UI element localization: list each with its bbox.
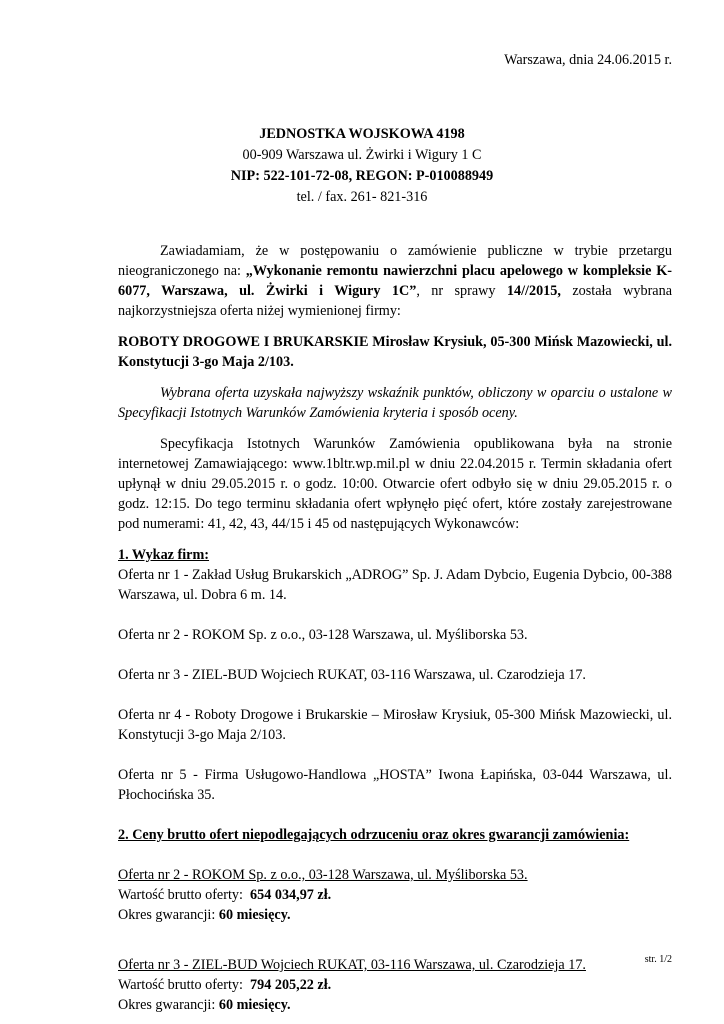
priced-offer-warranty-row [118, 905, 672, 925]
intro-text-2: , nr sprawy [416, 283, 507, 299]
intro-text-1: Zawiadamiam, że w postępowaniu o zamówienie publiczne w trybie przetargu nieograniczonego na: [118, 243, 672, 279]
date-line: Warszawa, dnia 24.06.2015 r. [504, 52, 672, 68]
priced-offer-title: Oferta nr 2 - ROKOM Sp. z o.o., 03-128 Warszawa, ul. Myśliborska 53. [118, 867, 528, 883]
warranty-label: Okres gwarancji: [118, 997, 216, 1013]
case-number: 14//2015, [506, 283, 561, 299]
offer-item: Oferta nr 2 - ROKOM Sp. z o.o., 03-128 Warszawa, ul. Myśliborska 53. [118, 627, 528, 643]
price-value: 654 034,97 zł. [250, 887, 332, 903]
spec-paragraph: Specyfikacja Istotnych Warunków Zamówienia opublikowana była na stronie internetowej Zamawiającego: www.1bltr.wp.mil.pl w dniu 22.04.2015 r. Termin składania ofert upłynął w dniu 29.05.2015 r. o godz. 10:00. Otwarcie ofert odbyło się w dniu 29.05.2015 r. o godz. 12:15. Do tego terminu składania ofert wpłynęło pięć ofert, które zostały zarejestrowane pod numerami: 41, 42, 43, 44/15 i 45 od następujących Wykonawców: [118, 436, 672, 532]
letterhead [0, 124, 724, 208]
section1-heading: 1. Wykaz firm: [118, 547, 210, 563]
page-number: str. 1/2 [644, 954, 672, 965]
warranty-label: Okres gwarancji: [118, 907, 216, 923]
price-label: Wartość brutto oferty: [118, 977, 243, 993]
justification-paragraph: Wybrana oferta uzyskała najwyższy wskaźnik punktów, obliczony w oparciu o ustalone w Specyfikacji Istotnych Warunków Zamówienia kryteria i sposób oceny. [118, 385, 672, 421]
document-body [118, 241, 672, 1015]
priced-offer [118, 955, 672, 1015]
offer-item: Oferta nr 4 - Roboty Drogowe i Brukarskie – Mirosław Krysiuk, 05-300 Mińsk Mazowiecki, ul. Konstytucji 3-go Maja 2/103. [118, 707, 672, 743]
warranty-value: 60 miesięcy. [218, 907, 291, 923]
intro-text-3: została wybrana najkorzystniejsza oferta niżej wymienionej firmy: [118, 283, 672, 319]
unit-telfax: tel. / fax. 261- 821-316 [296, 189, 428, 205]
unit-address: 00-909 Warszawa ul. Żwirki i Wigury 1 C [242, 147, 482, 163]
price-label: Wartość brutto oferty: [118, 887, 243, 903]
priced-offer-warranty-row [118, 995, 672, 1015]
section2-heading: 2. Ceny brutto ofert niepodlegających odrzuceniu oraz okres gwarancji zamówienia: [118, 827, 630, 843]
priced-offer-price-row [118, 975, 672, 995]
priced-offer-title: Oferta nr 3 - ZIEL-BUD Wojciech RUKAT, 03-116 Warszawa, ul. Czarodzieja 17. [118, 957, 586, 973]
winner-paragraph: ROBOTY DROGOWE I BRUKARSKIE Mirosław Krysiuk, 05-300 Mińsk Mazowiecki, ul. Konstytucji 3-go Maja 2/103. [118, 334, 672, 370]
price-value: 794 205,22 zł. [250, 977, 332, 993]
contract-title: „Wykonanie remontu nawierzchni placu apelowego w kompleksie K-6077, Warszawa, ul. Żwirki i Wigury 1C” [118, 263, 672, 299]
offer-item: Oferta nr 3 - ZIEL-BUD Wojciech RUKAT, 03-116 Warszawa, ul. Czarodzieja 17. [118, 667, 586, 683]
intro-paragraph [118, 241, 672, 321]
offer-item: Oferta nr 5 - Firma Usługowo-Handlowa „HOSTA” Iwona Łapińska, 03-044 Warszawa, ul. Płochocińska 35. [118, 767, 672, 803]
unit-nip-regon: NIP: 522-101-72-08, REGON: P-010088949 [230, 168, 494, 184]
unit-name: JEDNOSTKA WOJSKOWA 4198 [259, 126, 465, 142]
priced-offer [118, 865, 672, 925]
priced-offer-price-row [118, 885, 672, 905]
offer-item: Oferta nr 1 - Zakład Usług Brukarskich „ADROG” Sp. J. Adam Dybcio, Eugenia Dybcio, 00-388 Warszawa, ul. Dobra 6 m. 14. [118, 567, 672, 603]
warranty-value: 60 miesięcy. [218, 997, 291, 1013]
